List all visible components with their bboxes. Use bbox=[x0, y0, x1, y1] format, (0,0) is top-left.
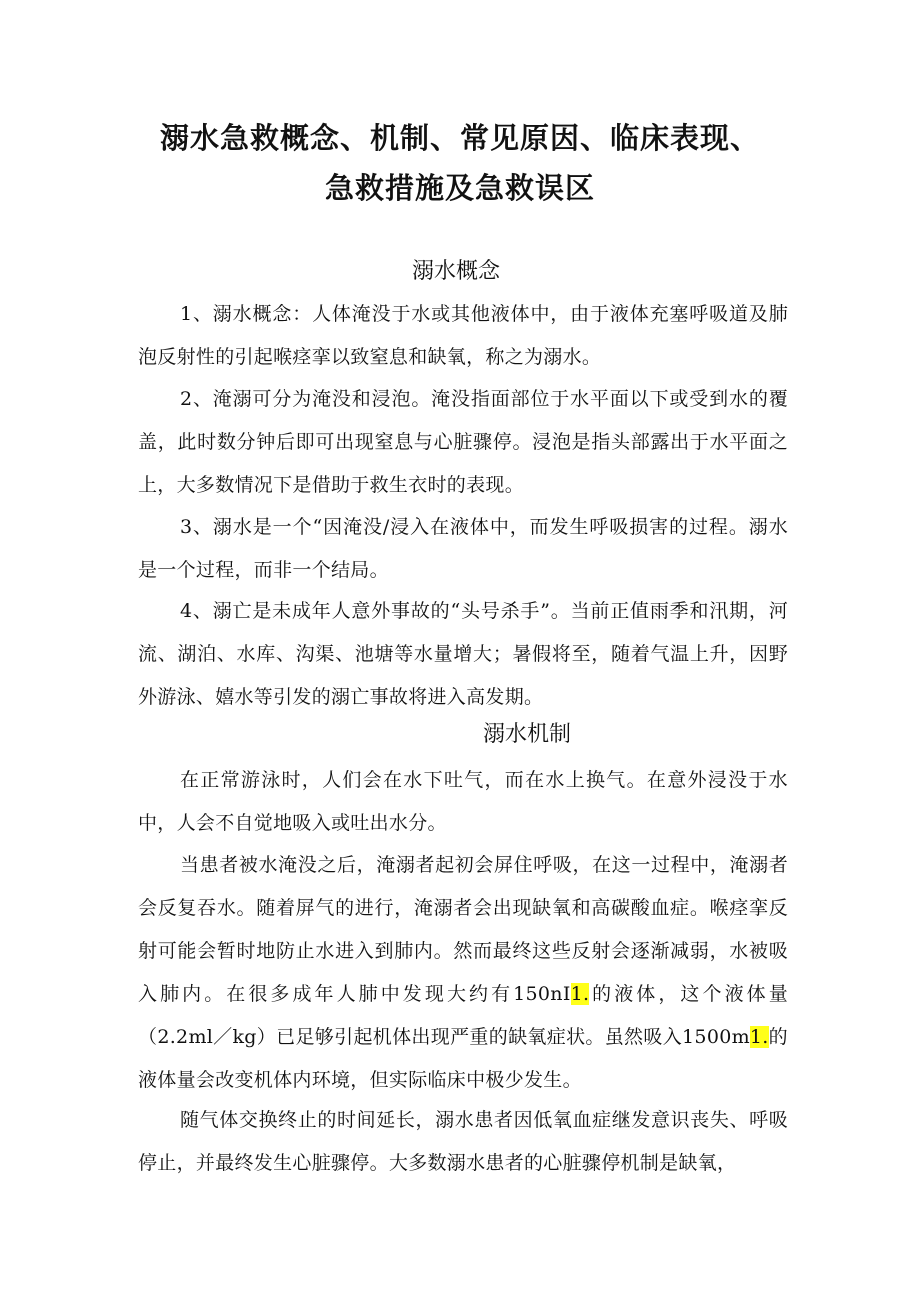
paragraph-mechanism-2-text-c: 的液体量会改变机体内环境，但实际临床中极少发生。 bbox=[138, 1026, 788, 1091]
paragraph-mechanism-1: 在正常游泳时，人们会在水下吐气，而在水上换气。在意外浸没于水中，人会不自觉地吸入或吐出水分。 bbox=[138, 769, 788, 834]
paragraph-concept-1: 1、溺水概念：人体淹没于水或其他液体中，由于液体充塞呼吸道及肺泡反射性的引起喉痉挛以致窒息和缺氧，称之为溺水。 bbox=[138, 303, 788, 368]
highlighted-text: 1. bbox=[570, 983, 590, 1005]
paragraph-mechanism-3: 随气体交换终止的时间延长，溺水患者因低氧血症继发意识丧失、呼吸停止，并最终发生心脏骤停。大多数溺水患者的心脏骤停机制是缺氧， bbox=[138, 1109, 788, 1174]
paragraph-concept-4: 4、溺亡是未成年人意外事故的“头号杀手”。当前正值雨季和汛期，河流、湖泊、水库、沟渠、池塘等水量增大；暑假将至，随着气温上升，因野外游泳、嬉水等引发的溺亡事故将进入高发期。 bbox=[138, 600, 788, 708]
section-heading-concept: 溺水概念 bbox=[412, 259, 501, 284]
paragraph-concept-3: 3、溺水是一个“因淹没/浸入在液体中，而发生呼吸损害的过程。溺水是一个过程，而非一个结局。 bbox=[138, 516, 788, 581]
highlighted-text: 1. bbox=[749, 1026, 769, 1048]
paragraph-mechanism-2 bbox=[138, 844, 788, 1102]
paragraph-mechanism-2-text-b: 的液体，这个液体量（2.2ml／kg）已足够引起机体出现严重的缺氧症状。虽然吸入1500m bbox=[138, 983, 788, 1048]
paragraph-mechanism-2-text-a: 当患者被水淹没之后，淹溺者起初会屏住呼吸，在这一过程中，淹溺者会反复吞水。随着屏气的进行，淹溺者会出现缺氧和高碳酸血症。喉痉挛反射可能会暂时地防止水进入到肺内。然而最终这些反射会逐渐减弱，水被吸入肺内。在很多成年人肺中发现大约有150nI bbox=[138, 854, 788, 1005]
paragraph-concept-2: 2、淹溺可分为淹没和浸泡。淹没指面部位于水平面以下或受到水的覆盖，此时数分钟后即可出现窒息与心脏骤停。浸泡是指头部露出于水平面之上，大多数情况下是借助于救生衣时的表现。 bbox=[138, 388, 788, 496]
document-title-line-2: 急救措施及急救误区 bbox=[324, 171, 595, 205]
section-heading-mechanism: 溺水机制 bbox=[483, 722, 572, 747]
document-title-line-1: 溺水急救概念、机制、常见原因、临床表现、 bbox=[159, 121, 760, 155]
